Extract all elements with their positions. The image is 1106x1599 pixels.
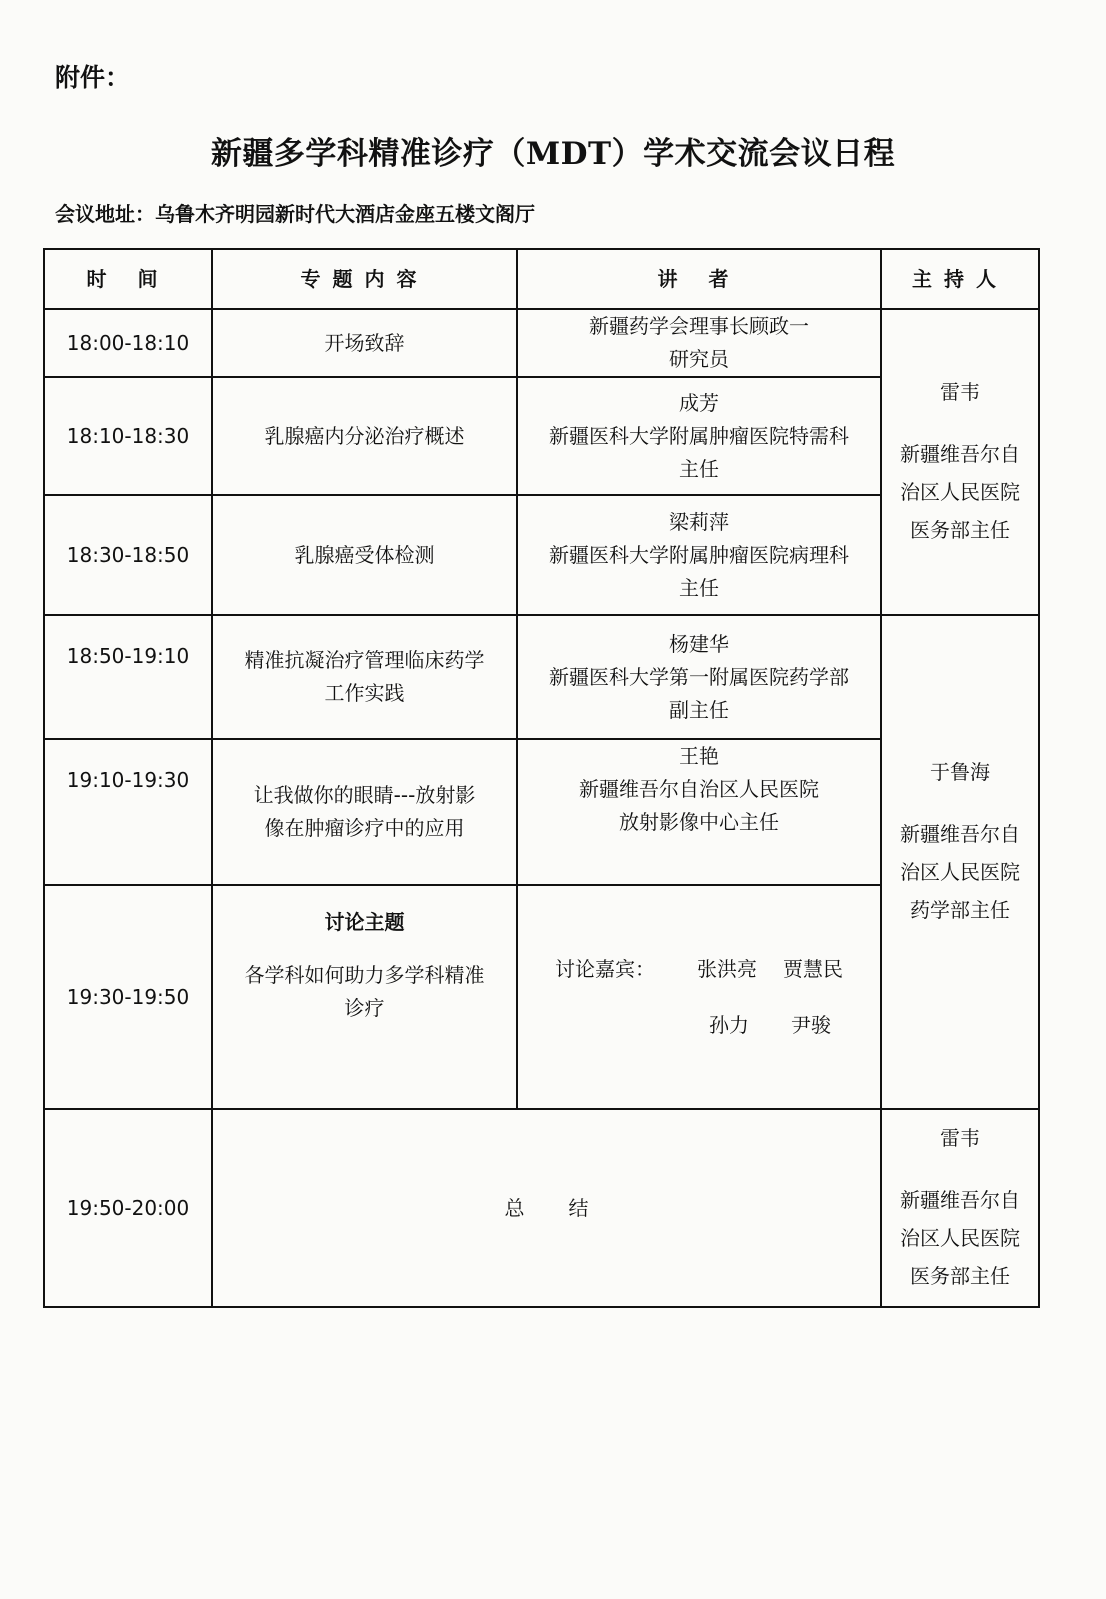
topic-line: 开场致辞 <box>324 330 405 355</box>
speaker-name: 王艳 <box>679 744 719 768</box>
chair-name: 雷韦 <box>940 1125 980 1150</box>
topic-cell <box>212 495 517 615</box>
summary-text: 结 <box>568 1195 589 1220</box>
speaker-cell <box>517 495 881 615</box>
guest-name: 张洪亮 <box>697 957 757 981</box>
summary-cell <box>212 1109 881 1307</box>
guest-name: 尹骏 <box>791 1013 831 1037</box>
time-cell: 18:10-18:30 <box>44 377 212 495</box>
table-row <box>44 1109 1039 1307</box>
topic-cell <box>212 615 517 739</box>
chair-title-line: 新疆维吾尔自 <box>900 441 1020 466</box>
header-time: 时 间 <box>44 249 212 309</box>
time-cell: 18:00-18:10 <box>44 309 212 377</box>
time-cell: 18:30-18:50 <box>44 495 212 615</box>
chair-cell <box>881 615 1039 1109</box>
speaker-cell <box>517 377 881 495</box>
speaker-line: 主任 <box>679 575 719 600</box>
venue-line: 会议地址：乌鲁木齐明园新时代大酒店金座五楼文阁厅 <box>55 202 535 226</box>
table-row <box>44 309 1039 377</box>
discussion-guests-cell <box>517 885 881 1109</box>
speaker-line: 新疆维吾尔自治区人民医院 <box>579 777 819 801</box>
speaker-line: 新疆医科大学附属肿瘤医院病理科 <box>549 542 849 567</box>
speaker-name: 杨建华 <box>669 631 729 656</box>
speaker-line: 放射影像中心主任 <box>619 810 779 834</box>
topic-line: 诊疗 <box>344 996 385 1020</box>
topic-line: 乳腺癌受体检测 <box>294 542 435 567</box>
speaker-name: 梁莉萍 <box>669 509 729 534</box>
speaker-name: 成芳 <box>679 390 719 415</box>
time-cell: 18:50-19:10 <box>44 615 212 739</box>
topic-line: 各学科如何助力多学科精准 <box>244 963 485 987</box>
chair-title-line: 新疆维吾尔自 <box>900 1187 1020 1212</box>
speaker-line: 新疆医科大学附属肿瘤医院特需科 <box>549 423 849 448</box>
speaker-line: 新疆药学会理事长顾政一 <box>589 314 809 338</box>
guest-name: 孙力 <box>709 1013 749 1037</box>
header-topic: 专题内容 <box>212 249 517 309</box>
header-speaker: 讲 者 <box>517 249 881 309</box>
speaker-line: 副主任 <box>669 697 729 722</box>
speaker-line: 新疆医科大学第一附属医院药学部 <box>549 664 849 689</box>
topic-line: 乳腺癌内分泌治疗概述 <box>264 423 465 448</box>
time-cell: 19:10-19:30 <box>44 739 212 885</box>
chair-cell <box>881 309 1039 615</box>
chair-title-line: 药学部主任 <box>910 898 1010 922</box>
chair-name: 雷韦 <box>940 379 980 404</box>
topic-cell <box>212 309 517 377</box>
topic-line: 让我做你的眼睛---放射影 <box>253 783 476 807</box>
chair-name: 于鲁海 <box>930 760 990 784</box>
speaker-cell <box>517 615 881 739</box>
topic-cell <box>212 377 517 495</box>
speaker-line: 研究员 <box>669 347 729 371</box>
schedule-table <box>43 248 1040 1308</box>
table-header-row <box>44 249 1039 309</box>
discussion-guests-line <box>528 997 870 1053</box>
discussion-topic-title: 讨论主题 <box>324 910 405 934</box>
speaker-cell <box>517 739 881 885</box>
header-chair: 主持人 <box>881 249 1039 309</box>
topic-cell <box>212 885 517 1109</box>
guest-name: 贾慧民 <box>783 957 843 981</box>
chair-title-line: 医务部主任 <box>910 1263 1010 1288</box>
chair-title-line: 新疆维吾尔自 <box>900 822 1020 846</box>
speaker-line: 主任 <box>679 456 719 481</box>
attachment-label: 附件： <box>55 63 131 92</box>
topic-cell <box>212 739 517 885</box>
time-cell: 19:30-19:50 <box>44 885 212 1109</box>
chair-title-line: 治区人民医院 <box>900 479 1020 504</box>
page-title: 新疆多学科精准诊疗（MDT）学术交流会议日程 <box>210 136 896 172</box>
speaker-cell <box>517 309 881 377</box>
summary-text: 总 <box>504 1195 525 1220</box>
topic-line: 精准抗凝治疗管理临床药学 <box>244 648 485 672</box>
chair-title-line: 医务部主任 <box>910 517 1010 542</box>
topic-line: 工作实践 <box>324 681 405 705</box>
topic-line: 像在肿瘤诊疗中的应用 <box>264 816 465 840</box>
discussion-guests-line <box>528 941 870 997</box>
time-cell: 19:50-20:00 <box>44 1109 212 1307</box>
chair-cell <box>881 1109 1039 1307</box>
table-row <box>44 615 1039 739</box>
discussion-label: 讨论嘉宾： <box>555 957 655 981</box>
chair-title-line: 治区人民医院 <box>900 860 1020 884</box>
chair-title-line: 治区人民医院 <box>900 1225 1020 1250</box>
